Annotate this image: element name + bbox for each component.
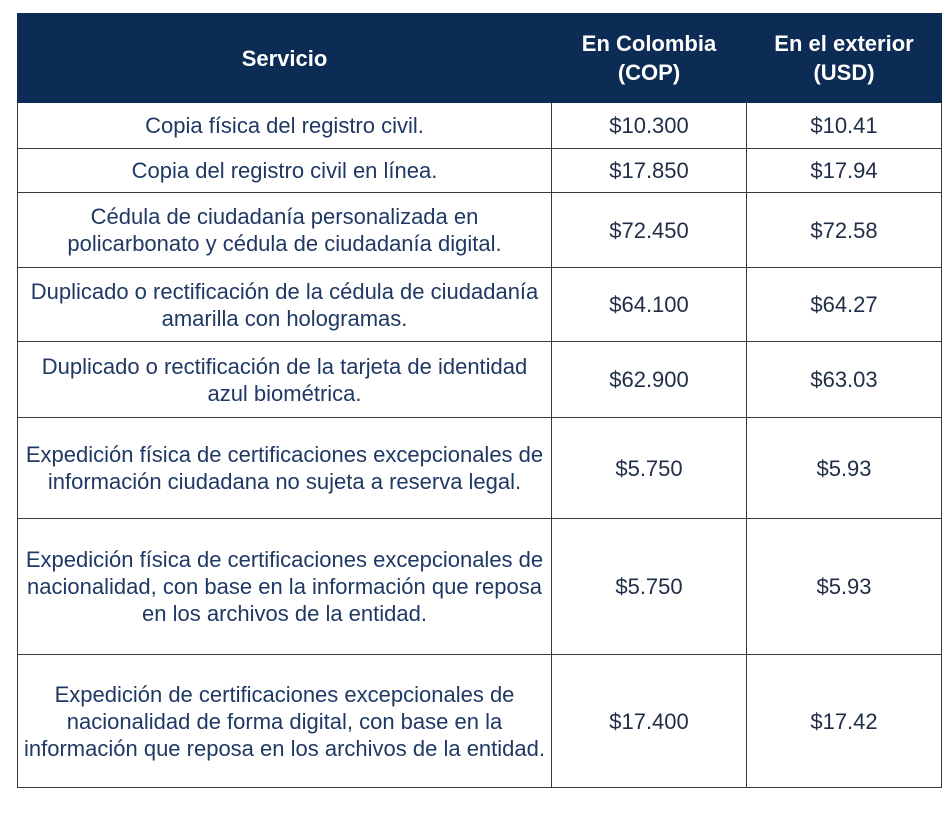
service-cell: Duplicado o rectificación de la cédula de ciudadanía amarilla con hologramas. <box>18 268 552 342</box>
price-usd-cell: $5.93 <box>747 418 942 519</box>
table-header <box>18 14 942 103</box>
price-usd-cell: $5.93 <box>747 519 942 655</box>
price-cop-cell: $5.750 <box>552 519 747 655</box>
price-usd-cell: $64.27 <box>747 268 942 342</box>
table-body <box>18 103 942 788</box>
table-row <box>18 149 942 193</box>
table-row <box>18 103 942 149</box>
table-row <box>18 519 942 655</box>
price-cop-cell: $72.450 <box>552 193 747 268</box>
service-cell: Duplicado o rectificación de la tarjeta de identidad azul biométrica. <box>18 342 552 418</box>
price-cop-cell: $17.400 <box>552 655 747 788</box>
price-usd-cell: $17.94 <box>747 149 942 193</box>
price-usd-cell: $10.41 <box>747 103 942 149</box>
price-cop-cell: $64.100 <box>552 268 747 342</box>
service-cell: Expedición física de certificaciones excepcionales de nacionalidad, con base en la información que reposa en los archivos de la entidad. <box>18 519 552 655</box>
price-usd-cell: $63.03 <box>747 342 942 418</box>
table-row <box>18 342 942 418</box>
service-cell: Cédula de ciudadanía personalizada en policarbonato y cédula de ciudadanía digital. <box>18 193 552 268</box>
price-cop-cell: $17.850 <box>552 149 747 193</box>
service-cell: Expedición física de certificaciones excepcionales de información ciudadana no sujeta a reserva legal. <box>18 418 552 519</box>
header-exterior: En el exterior (USD) <box>747 14 942 103</box>
header-row <box>18 14 942 103</box>
table-row <box>18 268 942 342</box>
service-cell: Copia física del registro civil. <box>18 103 552 149</box>
price-cop-cell: $5.750 <box>552 418 747 519</box>
service-cell: Copia del registro civil en línea. <box>18 149 552 193</box>
header-colombia: En Colombia (COP) <box>552 14 747 103</box>
price-cop-cell: $10.300 <box>552 103 747 149</box>
table-row <box>18 418 942 519</box>
table-row <box>18 193 942 268</box>
table-row <box>18 655 942 788</box>
fee-table <box>17 13 942 788</box>
price-cop-cell: $62.900 <box>552 342 747 418</box>
price-usd-cell: $72.58 <box>747 193 942 268</box>
service-cell: Expedición de certificaciones excepcionales de nacionalidad de forma digital, con base en la información que reposa en los archivos de la entidad. <box>18 655 552 788</box>
price-usd-cell: $17.42 <box>747 655 942 788</box>
header-service: Servicio <box>18 14 552 103</box>
